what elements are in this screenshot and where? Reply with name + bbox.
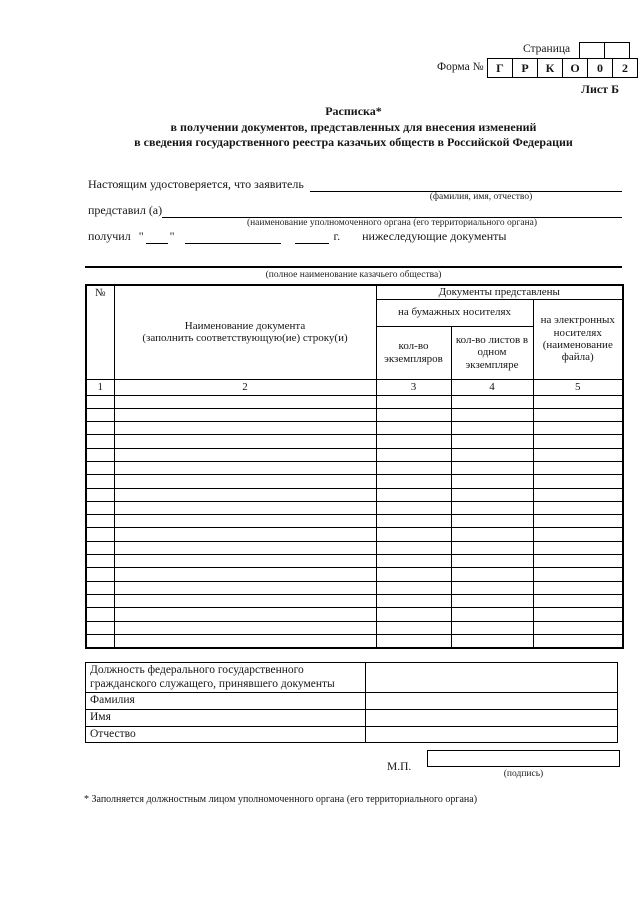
table-cell: [86, 594, 114, 607]
table-cell: [376, 395, 451, 408]
authority-label: представил (а): [88, 203, 163, 217]
officer-surname-label: Фамилия: [86, 693, 366, 710]
date-line: [88, 229, 622, 244]
table-cell: [86, 461, 114, 474]
applicant-line: [88, 177, 622, 192]
table-cell: [533, 608, 623, 621]
col-number: 3: [376, 379, 451, 395]
table-cell: [376, 594, 451, 607]
table-cell: [376, 461, 451, 474]
table-cell: [376, 488, 451, 501]
table-cell: [376, 528, 451, 541]
table-cell: [451, 515, 533, 528]
table-cell: [114, 608, 376, 621]
table-row: [86, 541, 623, 554]
table-cell: [114, 581, 376, 594]
table-cell: [114, 528, 376, 541]
documents-follow-label: нижеследующие документы: [362, 229, 507, 243]
table-row: [86, 555, 623, 568]
signature-caption: (подпись): [503, 769, 544, 779]
col-number: 1: [86, 379, 114, 395]
officer-patronymic-value: [366, 727, 618, 743]
table-cell: [114, 634, 376, 647]
table-cell: [86, 555, 114, 568]
table-cell: [533, 501, 623, 514]
table-cell: [376, 634, 451, 647]
table-cell: [114, 555, 376, 568]
table-cell: [376, 422, 451, 435]
table-cell: [533, 395, 623, 408]
officer-position-value: [366, 663, 618, 693]
page-label: Страница: [523, 43, 571, 55]
doc-name-line-1: Наименование документа: [184, 319, 306, 332]
table-cell: [86, 395, 114, 408]
table-cell: [86, 501, 114, 514]
table-cell: [114, 541, 376, 554]
table-row: [86, 435, 623, 448]
table-cell: [451, 488, 533, 501]
table-cell: [451, 408, 533, 421]
table-cell: [114, 395, 376, 408]
table-row: [86, 408, 623, 421]
table-row: [86, 461, 623, 474]
table-cell: [114, 422, 376, 435]
title-line-1: Расписка*: [325, 104, 382, 118]
col-header-number: №: [86, 285, 114, 379]
table-row: [86, 581, 623, 594]
month-blank: [185, 229, 281, 244]
table-cell: [451, 528, 533, 541]
society-name-line: [85, 266, 622, 268]
authority-blank: [162, 203, 622, 218]
table-cell: [451, 555, 533, 568]
table-cell: [86, 488, 114, 501]
table-cell: [533, 515, 623, 528]
table-cell: [533, 488, 623, 501]
table-row: [86, 448, 623, 461]
applicant-blank: [310, 177, 622, 192]
table-cell: [533, 461, 623, 474]
table-cell: [376, 475, 451, 488]
table-cell: [451, 541, 533, 554]
table-cell: [114, 501, 376, 514]
col-header-sheets: кол-во листов в одном экземпляре: [451, 326, 533, 379]
table-cell: [533, 594, 623, 607]
form-code-boxes: [487, 58, 638, 78]
officer-name-value: [366, 710, 618, 727]
table-cell: [376, 581, 451, 594]
col-header-group: Документы представлены: [376, 285, 623, 299]
table-cell: [86, 408, 114, 421]
table-cell: [533, 422, 623, 435]
form-code-cell: К: [537, 58, 563, 78]
table-cell: [451, 435, 533, 448]
col-header-copies: кол-во экземпляров: [376, 326, 451, 379]
table-cell: [451, 594, 533, 607]
form-code-cell: Г: [487, 58, 513, 78]
applicant-caption: (фамилия, имя, отчество): [429, 192, 533, 202]
year-suffix: г.: [333, 229, 341, 243]
authority-caption: (наименование уполномоченного органа (его территориального органа): [246, 218, 538, 228]
table-cell: [114, 461, 376, 474]
table-cell: [114, 475, 376, 488]
table-cell: [114, 488, 376, 501]
table-cell: [376, 555, 451, 568]
officer-table: [85, 662, 618, 743]
table-cell: [533, 555, 623, 568]
officer-surname-value: [366, 693, 618, 710]
table-cell: [533, 634, 623, 647]
table-cell: [86, 528, 114, 541]
table-cell: [533, 435, 623, 448]
table-cell: [86, 475, 114, 488]
stamp-label: М.П.: [387, 761, 412, 773]
table-cell: [86, 608, 114, 621]
col-header-electronic: на электронных носителях (наименование файла): [533, 299, 623, 379]
table-cell: [533, 448, 623, 461]
table-row: [86, 663, 618, 693]
officer-table-wrap: [85, 662, 618, 743]
table-cell: [451, 448, 533, 461]
table-cell: [451, 475, 533, 488]
table-cell: [451, 621, 533, 634]
table-cell: [533, 581, 623, 594]
table-cell: [451, 422, 533, 435]
table-cell: [451, 608, 533, 621]
signature-box: [427, 750, 620, 767]
table-row: [86, 528, 623, 541]
table-row: [86, 594, 623, 607]
doc-name-line-2: (заполнить соответствующую(ие) строку(и): [142, 332, 348, 345]
table-cell: [114, 448, 376, 461]
table-cell: [533, 621, 623, 634]
sheet-label: Лист Б: [581, 82, 620, 96]
table-cell: [86, 435, 114, 448]
officer-patronymic-label: Отчество: [86, 727, 366, 743]
document-title: [85, 104, 622, 151]
table-cell: [114, 594, 376, 607]
form-code-cell: 0: [587, 58, 613, 78]
footnote: * Заполняется должностным лицом уполномоченного органа (его территориального органа): [84, 794, 478, 805]
table-cell: [376, 501, 451, 514]
col-number: 2: [114, 379, 376, 395]
main-table-body: [86, 395, 623, 648]
documents-table: [85, 284, 624, 649]
col-number: 4: [451, 379, 533, 395]
table-cell: [533, 528, 623, 541]
table-row: [86, 693, 618, 710]
table-row: [86, 395, 623, 408]
authority-line: [88, 203, 622, 218]
table-cell: [451, 501, 533, 514]
form-number-label: Форма №: [437, 61, 484, 73]
table-row: [86, 634, 623, 647]
table-cell: [376, 608, 451, 621]
table-row: [86, 568, 623, 581]
table-cell: [86, 568, 114, 581]
table-cell: [451, 581, 533, 594]
title-line-3: в сведения государственного реестра казачьих обществ в Российской Федерации: [134, 135, 573, 149]
table-cell: [533, 475, 623, 488]
col-header-doc-name: [114, 285, 376, 379]
table-cell: [451, 634, 533, 647]
table-cell: [86, 541, 114, 554]
table-row: [86, 727, 618, 743]
table-cell: [86, 581, 114, 594]
table-cell: [86, 634, 114, 647]
table-cell: [376, 515, 451, 528]
table-cell: [376, 435, 451, 448]
table-row: [86, 475, 623, 488]
table-row: [86, 515, 623, 528]
table-cell: [533, 541, 623, 554]
form-code-cell: О: [562, 58, 588, 78]
society-caption: (полное наименование казачьего общества): [265, 270, 442, 280]
form-code-cell: 2: [612, 58, 638, 78]
table-cell: [533, 408, 623, 421]
table-cell: [533, 568, 623, 581]
documents-table-wrap: [85, 284, 624, 649]
table-cell: [376, 541, 451, 554]
quote-open: ": [138, 229, 144, 243]
applicant-label: Настоящим удостоверяется, что заявитель: [88, 177, 304, 191]
col-number: 5: [533, 379, 623, 395]
table-cell: [114, 515, 376, 528]
table-cell: [451, 568, 533, 581]
title-line-2: в получении документов, представленных для внесения изменений: [170, 119, 537, 134]
table-row: [86, 501, 623, 514]
table-cell: [86, 448, 114, 461]
officer-name-label: Имя: [86, 710, 366, 727]
table-cell: [376, 448, 451, 461]
table-cell: [114, 568, 376, 581]
table-cell: [86, 515, 114, 528]
table-cell: [114, 435, 376, 448]
received-label: получил: [88, 229, 131, 243]
table-row: [86, 488, 623, 501]
table-cell: [376, 621, 451, 634]
form-code-cell: Р: [512, 58, 538, 78]
table-cell: [376, 408, 451, 421]
year-blank: [295, 229, 329, 244]
table-cell: [114, 621, 376, 634]
quote-close: ": [169, 229, 175, 243]
col-header-paper: на бумажных носителях: [376, 299, 533, 326]
day-blank: [146, 229, 168, 244]
table-row: [86, 710, 618, 727]
table-row: [86, 422, 623, 435]
table-cell: [451, 395, 533, 408]
table-cell: [86, 621, 114, 634]
table-cell: [451, 461, 533, 474]
table-row: [86, 608, 623, 621]
table-cell: [376, 568, 451, 581]
table-cell: [86, 422, 114, 435]
officer-position-label: Должность федерального государственного гражданского служащего, принявшего документы: [86, 663, 366, 693]
table-cell: [114, 408, 376, 421]
table-row: [86, 621, 623, 634]
